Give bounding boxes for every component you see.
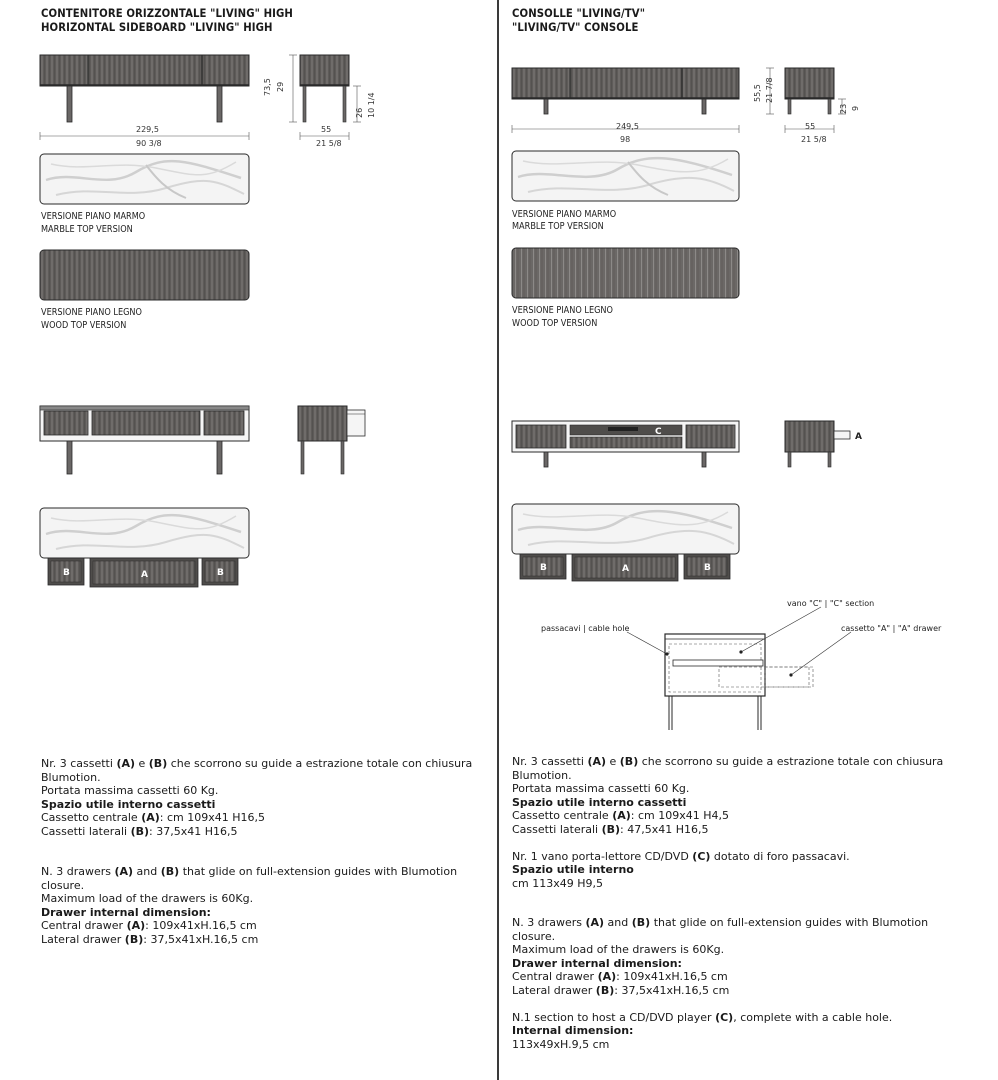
left-marble-caption-it: VERSIONE PIANO MARMO: [41, 211, 146, 222]
right-height-in: 21 7/8: [765, 77, 774, 103]
right-column-console: [499, 0, 998, 1080]
left-wood-top: [36, 246, 256, 306]
right-depth-cm: 55: [805, 122, 816, 131]
left-wood-caption-it: VERSIONE PIANO LEGNO: [41, 307, 142, 318]
left-title-it: CONTENITORE ORIZZONTALE "LIVING" HIGH: [41, 6, 293, 20]
left-drawer-a-label: A: [141, 570, 148, 580]
left-plan-drawers: [36, 504, 256, 596]
right-drawer-b1-label: B: [540, 563, 547, 573]
left-title-en: HORIZONTAL SIDEBOARD "LIVING" HIGH: [41, 20, 273, 34]
right-side-drawer-a-label: A: [855, 432, 862, 442]
right-width-in: 98: [620, 135, 631, 144]
right-marble-caption-it: VERSIONE PIANO MARMO: [512, 209, 617, 220]
left-text-en: N. 3 drawers (A) and (B) that glide on full-extension guides with Blumotion closure. Maximum load of the drawers is 60Kg. Drawer internal dimension: Central drawer (A): 109x41xH.16,5 cm Lateral drawer (B): 37,5x41xH.16,5 cm: [41, 865, 458, 946]
right-marble-caption-en: MARBLE TOP VERSION: [512, 221, 604, 232]
left-height-cm: 73,5: [263, 78, 272, 96]
right-side-section: [781, 417, 871, 472]
left-wood-caption-en: WOOD TOP VERSION: [41, 320, 127, 331]
right-title-en: "LIVING/TV" CONSOLE: [512, 20, 639, 34]
left-front-elevation: [36, 50, 296, 160]
section-c-callout: vano "C" | "C" section: [787, 599, 875, 608]
right-plan-drawers: [508, 500, 748, 585]
left-height-in: 29: [276, 81, 285, 92]
left-depth-in: 21 5/8: [316, 139, 342, 148]
right-marble-top: [508, 147, 748, 207]
right-side-elevation: [781, 64, 871, 139]
right-text-en: N. 3 drawers (A) and (B) that glide on full-extension guides with Blumotion closure. Maximum load of the drawers is 60Kg. Drawer internal dimension: Central drawer (A): 109x41xH.16,5 cm Lateral drawer (B): 37,5x41xH.16,5 cm N.1 section to host a CD/DVD player (C), complete with a cable hole. Internal dimension: 113x49xH.9,5 cm: [512, 916, 929, 1051]
cable-hole-callout: passacavi | cable hole: [541, 624, 630, 633]
right-text-it: Nr. 3 cassetti (A) e (B) che scorrono su guide a estrazione totale con chiusura Blumotion. Portata massima cassetti 60 Kg. Spazio utile interno cassetti Cassetto centrale (A): cm 109x41 H4,5 Cassetti laterali (B): 47,5x41 H16,5 Nr. 1 vano porta-lettore CD/DVD (C) dotato di foro passacavi. Spazio utile interno cm 113x49 H9,5: [512, 755, 944, 890]
left-marble-caption-en: MARBLE TOP VERSION: [41, 224, 133, 235]
left-drawer-b1-label: B: [63, 568, 70, 578]
right-wood-caption-en: WOOD TOP VERSION: [512, 318, 598, 329]
right-wood-top: [508, 244, 748, 304]
right-depth-in: 21 5/8: [801, 135, 827, 144]
drawer-a-callout: cassetto "A" | "A" drawer: [841, 624, 942, 633]
right-drawer-a-label: A: [622, 564, 629, 574]
right-width-cm: 249,5: [616, 122, 639, 131]
left-drawer-b2-label: B: [217, 568, 224, 578]
left-front-section: [36, 402, 256, 482]
right-leg-in: 9: [851, 105, 860, 111]
left-text-it: Nr. 3 cassetti (A) e (B) che scorrono su guide a estrazione totale con chiusura Blumotion. Portata massima cassetti 60 Kg. Spazio utile interno cassetti Cassetto centrale (A): cm 109x41 H16,5 Cassetti laterali (B): 37,5x41 H16,5: [41, 757, 473, 838]
right-drawer-b2-label: B: [704, 563, 711, 573]
left-column-sideboard: [0, 0, 497, 1080]
right-section-c-label: C: [655, 427, 662, 437]
right-front-section: [508, 417, 748, 472]
right-title-it: CONSOLLE "LIVING/TV": [512, 6, 646, 20]
left-side-section: [294, 402, 384, 482]
left-leg-in: 10 1/4: [367, 92, 376, 118]
right-wood-caption-it: VERSIONE PIANO LEGNO: [512, 305, 613, 316]
right-detail-diagram: [529, 592, 949, 742]
left-width-cm: 229,5: [136, 125, 159, 134]
right-leg-cm: 23: [839, 103, 848, 114]
right-height-cm: 55,5: [753, 84, 762, 102]
left-marble-top: [36, 150, 256, 210]
left-leg-cm: 26: [355, 107, 364, 118]
left-width-in: 90 3/8: [136, 139, 162, 148]
left-depth-cm: 55: [321, 125, 332, 134]
